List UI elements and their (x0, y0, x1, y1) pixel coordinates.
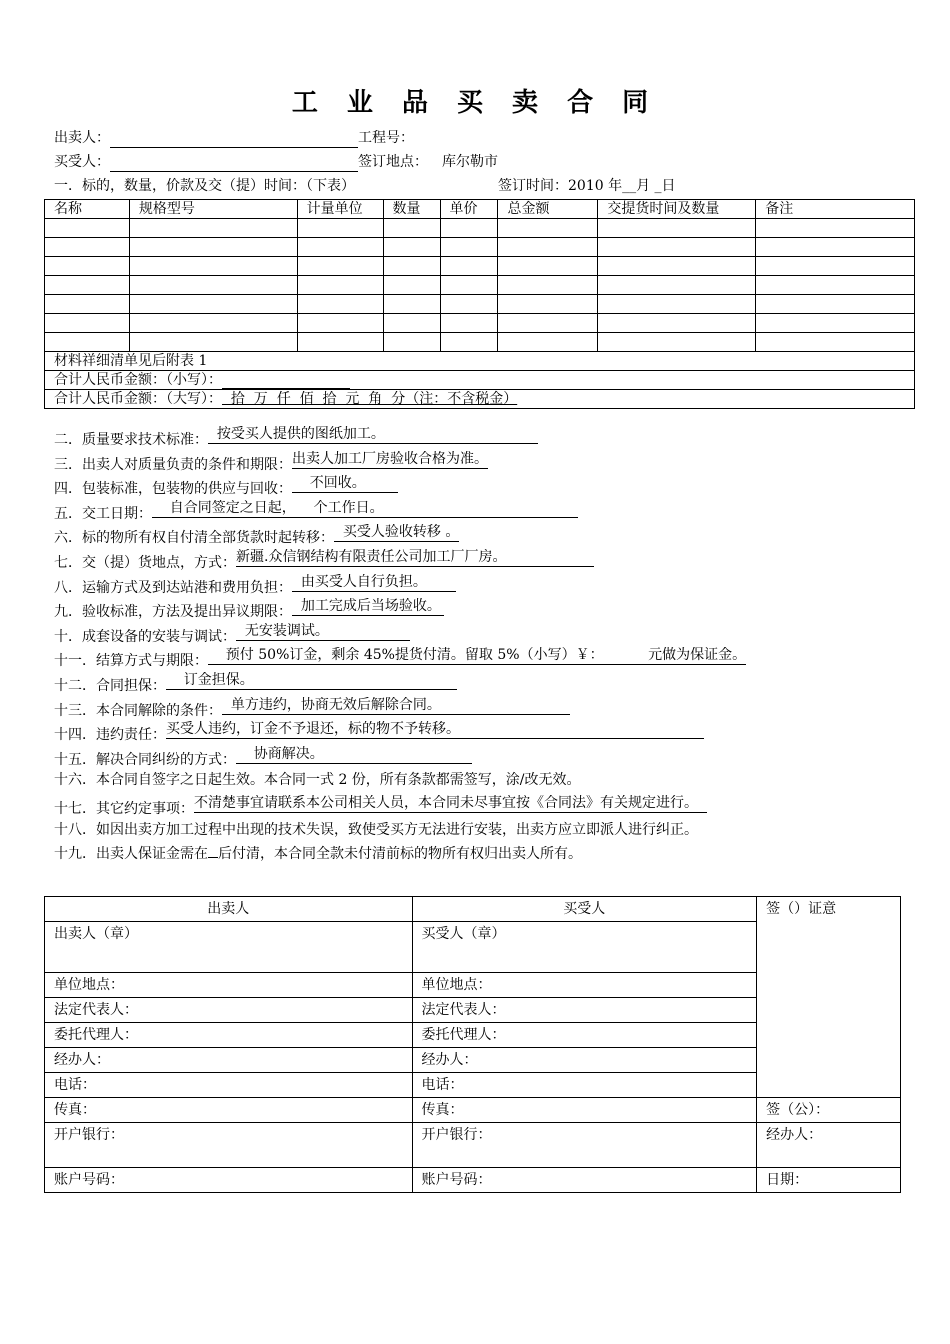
buyer-stamp[interactable]: 买受人（章） (412, 922, 757, 973)
goods-cell[interactable] (598, 295, 756, 314)
clause-value[interactable] (208, 857, 218, 858)
goods-cell[interactable] (756, 219, 915, 238)
goods-row (45, 219, 915, 238)
goods-cell[interactable] (498, 238, 598, 257)
clause-4 (54, 475, 398, 498)
goods-cell[interactable] (45, 276, 130, 295)
sign-place-value: 库尔勒市 (442, 154, 498, 170)
goods-cell[interactable] (129, 238, 297, 257)
goods-cell[interactable] (756, 238, 915, 257)
clause-value[interactable]: 买受人违约，订金不予退还，标的物不予转移。 (166, 721, 704, 739)
clause-label: 十一．结算方式与期限： (54, 653, 208, 670)
clause-label: 十六．本合同自签字之日起生效。本合同一式 2 份，所有条款都需签写，涂/改无效。 (54, 772, 581, 789)
clause-value[interactable]: 由买受人自行负担。 (292, 574, 456, 592)
clause-19 (54, 844, 582, 864)
goods-row (45, 257, 915, 276)
seller-agent[interactable]: 委托代理人： (45, 1023, 413, 1048)
witness-cell: 签（）证意 (757, 897, 901, 1098)
goods-header-cell: 备注 (756, 200, 915, 219)
goods-row (45, 238, 915, 257)
buyer-label: 买受人： (54, 154, 110, 170)
clause-value[interactable]: 买受人验收转移 。 (334, 524, 460, 541)
total-big-row (45, 390, 915, 409)
total-big-label: 合计人民币金额：（大写）： (54, 391, 222, 407)
goods-cell[interactable] (756, 276, 915, 295)
clause-value[interactable]: 不清楚事宜请联系本公司相关人员，本合同未尽事宜按《合同法》有关规定进行。 (194, 795, 707, 811)
goods-row (45, 295, 915, 314)
goods-cell[interactable] (498, 219, 598, 238)
goods-cell[interactable] (45, 219, 130, 238)
goods-cell[interactable] (297, 333, 383, 352)
goods-cell[interactable] (440, 295, 498, 314)
clause-13 (54, 697, 570, 717)
clause-label: 十．成套设备的安装与调试： (54, 628, 236, 645)
goods-cell[interactable] (498, 257, 598, 276)
goods-cell[interactable] (129, 257, 297, 276)
goods-cell[interactable] (129, 314, 297, 333)
clause-6 (54, 524, 460, 547)
buyer-agent[interactable]: 委托代理人： (412, 1023, 757, 1048)
goods-cell[interactable] (498, 314, 598, 333)
goods-header-cell: 规格型号 (129, 200, 297, 219)
goods-cell[interactable] (297, 314, 383, 333)
goods-cell[interactable] (598, 333, 756, 352)
seller-account[interactable]: 账户号码： (45, 1168, 413, 1193)
seller-stamp[interactable]: 出卖人（章） (45, 922, 413, 973)
total-small-row (45, 371, 915, 390)
clause-label: 六．标的物所有权自付清全部货款时起转移： (54, 530, 334, 547)
clause-label: 十九．出卖人保证金需在 (54, 846, 208, 863)
sign-place-label: 签订地点： (358, 154, 428, 170)
goods-cell[interactable] (598, 314, 756, 333)
goods-row (45, 314, 915, 333)
clause-8 (54, 574, 456, 594)
witness-date[interactable]: 日期： (757, 1168, 901, 1193)
goods-cell[interactable] (756, 295, 915, 314)
goods-cell[interactable] (129, 276, 297, 295)
seller-legal-rep[interactable]: 法定代表人： (45, 998, 413, 1023)
goods-cell[interactable] (45, 238, 130, 257)
seller-address[interactable]: 单位地点： (45, 973, 413, 998)
witness-handler[interactable]: 经办人： (757, 1123, 901, 1168)
clause-value[interactable]: 出卖人加工厂房验收合格为准。 (292, 450, 488, 467)
goods-cell[interactable] (383, 333, 440, 352)
goods-cell[interactable] (756, 333, 915, 352)
goods-cell[interactable] (45, 333, 130, 352)
goods-header-cell: 总金额 (498, 200, 598, 219)
clause-value[interactable]: 单方违约，协商无效后解除合同。 (222, 697, 570, 715)
goods-cell[interactable] (498, 333, 598, 352)
sign-time: 签订时间：2010 年__月 _日 (498, 178, 676, 194)
goods-cell[interactable] (756, 257, 915, 276)
goods-cell[interactable] (440, 314, 498, 333)
buyer-handler[interactable]: 经办人： (412, 1048, 757, 1073)
goods-cell[interactable] (383, 238, 440, 257)
clause-value[interactable]: 按受买人提供的图纸加工。 (208, 426, 538, 444)
clause-17 (54, 795, 707, 815)
contract-title: 工 业 品 买 卖 合 同 (291, 88, 659, 118)
seller-column-header: 出卖人 (45, 897, 413, 922)
buyer-field[interactable] (110, 156, 358, 172)
clause-value[interactable]: 加工完成后当场验收。 (292, 598, 444, 616)
goods-header-row (45, 200, 915, 219)
clause-value[interactable]: 预付 50%订金，剩余 45%提货付清。留取 5%（小写）￥： 元做为保证金。 (208, 647, 747, 664)
buyer-phone[interactable]: 电话： (412, 1073, 757, 1098)
goods-cell[interactable] (440, 276, 498, 295)
buyer-fax[interactable]: 传真： (412, 1098, 757, 1123)
goods-cell[interactable] (383, 257, 440, 276)
clause-value[interactable]: 无安装调试。 (236, 623, 410, 641)
goods-cell[interactable] (45, 314, 130, 333)
clause-label: 九．验收标准，方法及提出异议期限： (54, 604, 292, 621)
signature-table (44, 896, 901, 1193)
seller-handler[interactable]: 经办人： (45, 1048, 413, 1073)
goods-cell[interactable] (440, 257, 498, 276)
clause-12 (54, 672, 457, 692)
clause-label: 十五．解决合同纠纷的方式： (54, 751, 236, 768)
goods-note: 材料祥细清单见后附表 1 (54, 353, 208, 369)
goods-cell[interactable] (297, 276, 383, 295)
goods-cell[interactable] (383, 276, 440, 295)
clause-value[interactable]: 协商解决。 (236, 746, 472, 764)
goods-cell[interactable] (129, 333, 297, 352)
clause-label: 二．质量要求技术标准： (54, 432, 208, 448)
goods-header-cell: 交提货时间及数量 (598, 200, 756, 219)
clause-16 (54, 770, 581, 790)
goods-cell[interactable] (440, 238, 498, 257)
goods-cell[interactable] (440, 219, 498, 238)
clause-label: 八．运输方式及到达站港和费用负担： (54, 579, 292, 596)
goods-cell[interactable] (45, 257, 130, 276)
goods-header-cell: 数量 (383, 200, 440, 219)
clause-label: 十七．其它约定事项： (54, 801, 194, 817)
goods-cell[interactable] (498, 276, 598, 295)
clause-label: 五．交工日期： (54, 505, 152, 522)
total-small-field[interactable] (222, 373, 350, 389)
goods-cell[interactable] (440, 333, 498, 352)
clause-value[interactable]: 订金担保。 (166, 672, 457, 690)
buyer-bank[interactable]: 开户银行： (412, 1123, 757, 1168)
clause-label: 十四．违约责任： (54, 727, 166, 744)
goods-header-cell: 名称 (45, 200, 130, 219)
clause-suffix: 后付清，本合同全款未付清前标的物所有权归出卖人所有。 (218, 846, 582, 863)
clause-14 (54, 721, 704, 744)
seller-label: 出卖人： (54, 130, 110, 146)
goods-cell[interactable] (297, 295, 383, 314)
clause-value[interactable]: 自合同签定之日起， 个工作日。 (152, 500, 578, 518)
goods-cell[interactable] (129, 219, 297, 238)
clause-15 (54, 746, 472, 766)
seller-phone[interactable]: 电话： (45, 1073, 413, 1098)
goods-row (45, 333, 915, 352)
goods-cell[interactable] (598, 238, 756, 257)
goods-note-row (45, 352, 915, 371)
buyer-legal-rep[interactable]: 法定代表人： (412, 998, 757, 1023)
goods-cell[interactable] (297, 238, 383, 257)
clause-9 (54, 598, 444, 621)
buyer-line (54, 152, 498, 172)
clause-label: 十三．本合同解除的条件： (54, 702, 222, 719)
goods-cell[interactable] (297, 257, 383, 276)
clause-value[interactable]: 新疆.众信钢结构有限责任公司加工厂厂房。 (236, 549, 594, 567)
clause-5 (54, 500, 578, 520)
clause-label: 四．包装标准，包装物的供应与回收： (54, 481, 292, 498)
goods-cell[interactable] (598, 219, 756, 238)
goods-cell[interactable] (498, 295, 598, 314)
clause-10 (54, 623, 410, 643)
witness-stamp[interactable]: 签（公）： (757, 1098, 901, 1123)
total-small-label: 合计人民币金额：（小写）： (54, 372, 222, 388)
clause-11 (54, 647, 747, 670)
goods-cell[interactable] (129, 295, 297, 314)
goods-header-cell: 单价 (440, 200, 498, 219)
goods-cell[interactable] (45, 295, 130, 314)
clause-3 (54, 451, 488, 471)
seller-bank[interactable]: 开户银行： (45, 1123, 413, 1168)
seller-field[interactable] (110, 132, 358, 148)
clause-label: 十八．如因出卖方加工过程中出现的技术失误，致使受买方无法进行安装，出卖方应立即派人进行纠正。 (54, 821, 698, 838)
goods-cell[interactable] (383, 314, 440, 333)
seller-line (54, 128, 414, 148)
goods-cell[interactable] (756, 314, 915, 333)
goods-cell[interactable] (297, 219, 383, 238)
goods-header-cell: 计量单位 (297, 200, 383, 219)
total-big-value[interactable]: 拾 万 仟 佰 拾 元 角 分（注：不含税金） (222, 391, 518, 407)
buyer-address[interactable]: 单位地点： (412, 973, 757, 998)
project-no-label: 工程号： (358, 130, 414, 146)
clause-label: 十二．合同担保： (54, 678, 166, 694)
clause-2 (54, 426, 538, 446)
section1-line (54, 176, 676, 196)
goods-cell[interactable] (598, 276, 756, 295)
goods-cell[interactable] (598, 257, 756, 276)
clause-value[interactable]: 不回收。 (292, 475, 398, 493)
goods-cell[interactable] (383, 295, 440, 314)
seller-fax[interactable]: 传真： (45, 1098, 413, 1123)
section1-label: 一．标的，数量，价款及交（提）时间：（下表） (54, 178, 355, 194)
clause-label: 七．交（提）货地点，方式： (54, 555, 236, 571)
clause-7 (54, 549, 594, 569)
goods-cell[interactable] (383, 219, 440, 238)
clause-18 (54, 820, 698, 840)
buyer-account[interactable]: 账户号码： (412, 1168, 757, 1193)
buyer-column-header: 买受人 (412, 897, 757, 922)
goods-table (44, 199, 915, 409)
clause-label: 三．出卖人对质量负责的条件和期限： (54, 456, 292, 473)
goods-row (45, 276, 915, 295)
